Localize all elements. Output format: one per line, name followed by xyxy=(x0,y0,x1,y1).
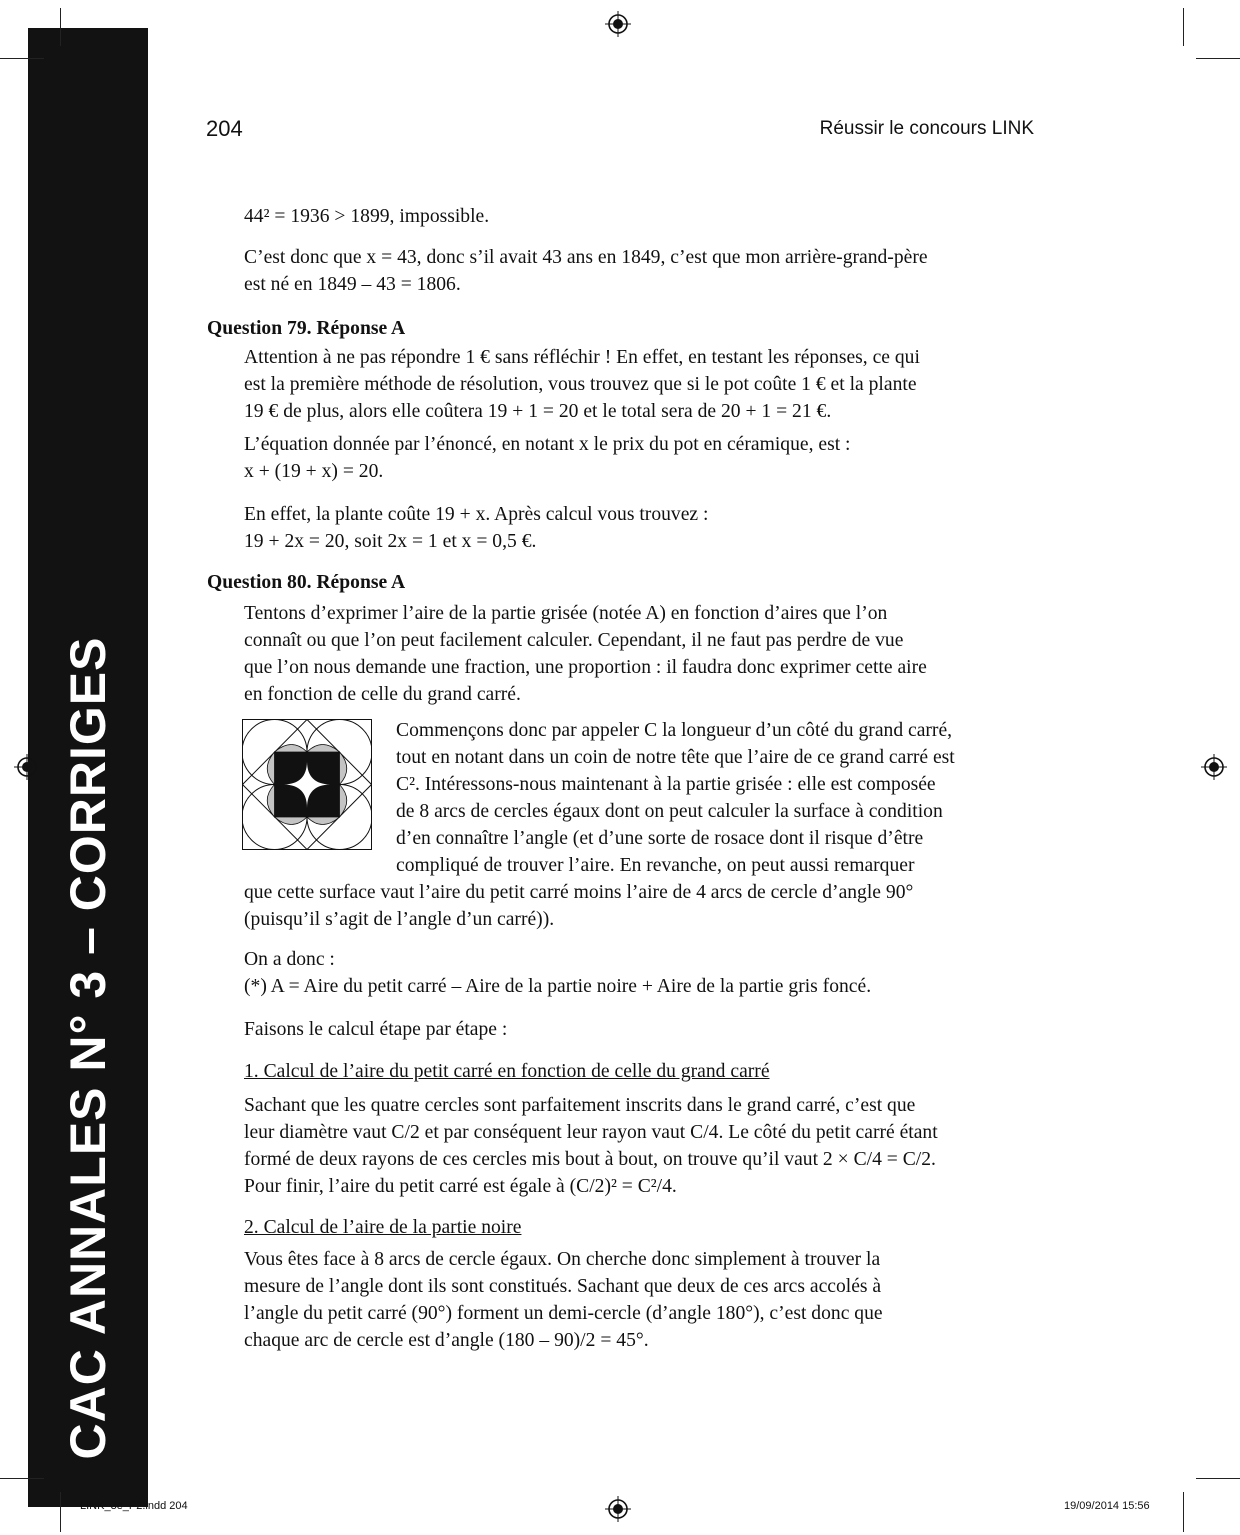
q80-wrapped-continuation xyxy=(244,879,1033,933)
running-head: Réussir le concours LINK xyxy=(819,118,1034,139)
page-number: 204 xyxy=(206,116,243,141)
text-line: formé de deux rayons de ces cercles mis bout à bout, on trouve qu’il vaut 2 × C/4 = C/2. xyxy=(244,1149,936,1170)
crop-mark xyxy=(1183,1492,1184,1532)
text-line: mesure de l’angle dont ils sont constitués. Sachant que deux de ces arcs accolés à xyxy=(244,1276,882,1297)
registration-mark-icon xyxy=(1201,754,1227,780)
registration-mark-icon xyxy=(605,11,631,37)
text-line: connaît ou que l’on peut facilement calculer. Cependant, il ne faut pas perdre de vue xyxy=(244,630,904,651)
text-line: En effet, la plante coûte 19 + x. Après calcul vous trouvez : xyxy=(244,504,709,525)
crop-mark xyxy=(1196,58,1240,59)
text-line: est la première méthode de résolution, vous trouvez que si le pot coûte 1 € et la plante xyxy=(244,374,917,395)
text-line: C². Intéressons-nous maintenant à la partie grisée : elle est composée xyxy=(396,774,936,795)
text-line: que cette surface vaut l’aire du petit carré moins l’aire de 4 arcs de cercle d’angle 90° xyxy=(244,882,914,903)
section-1-paragraph xyxy=(244,1092,1033,1200)
side-band-title: CAC ANNALES N° 3 – CORRIGES xyxy=(60,636,116,1460)
text-line: 19 + 2x = 20, soit 2x = 1 et x = 0,5 €. xyxy=(244,531,537,552)
q80-wrapped-text xyxy=(396,717,1033,879)
section-2-title: 2. Calcul de l’aire de la partie noire xyxy=(244,1217,522,1238)
text-line: Vous êtes face à 8 arcs de cercle égaux. On cherche donc simplement à trouver la xyxy=(244,1249,881,1270)
text-line: compliqué de trouver l’aire. En revanche, on peut aussi remarquer xyxy=(396,855,915,876)
text-line: est né en 1849 – 43 = 1806. xyxy=(244,274,461,295)
q80-paragraph-1 xyxy=(244,600,1033,708)
intro-paragraph xyxy=(244,244,1033,298)
registration-mark-icon xyxy=(14,754,40,780)
text-line: Pour finir, l’aire du petit carré est égale à (C/2)² = C²/4. xyxy=(244,1176,677,1197)
question-79-heading: Question 79. Réponse A xyxy=(207,318,406,339)
crop-mark xyxy=(60,8,61,46)
question-80-heading: Question 80. Réponse A xyxy=(207,572,406,593)
registration-mark-icon xyxy=(605,1496,631,1522)
text-line: 19 € de plus, alors elle coûtera 19 + 1 = 20 et le total sera de 20 + 1 = 21 €. xyxy=(244,401,832,422)
crop-mark xyxy=(60,1492,61,1532)
section-1-title: 1. Calcul de l’aire du petit carré en fonction de celle du grand carré xyxy=(244,1061,770,1082)
slug-file: LINK_3e_P2.indd 204 xyxy=(80,1500,188,1512)
crop-mark xyxy=(0,58,44,59)
text-line: x + (19 + x) = 20. xyxy=(244,461,384,482)
q79-paragraph-1 xyxy=(244,344,1033,425)
slug-datetime: 19/09/2014 15:56 xyxy=(1064,1500,1150,1512)
q79-paragraph-2 xyxy=(244,431,1033,485)
text-line: en fonction de celle du grand carré. xyxy=(244,684,521,705)
crop-mark xyxy=(1196,1478,1240,1479)
text-line: d’en connaître l’angle (et d’une sorte de rosace dont il risque d’être xyxy=(396,828,924,849)
text-line: (*) A = Aire du petit carré – Aire de la partie noire + Aire de la partie gris foncé. xyxy=(244,976,872,997)
q79-paragraph-3 xyxy=(244,501,1033,555)
text-line: C’est donc que x = 43, donc s’il avait 43 ans en 1849, c’est que mon arrière-grand-père xyxy=(244,247,928,268)
q80-paragraph-3 xyxy=(244,946,1033,1000)
text-line: de 8 arcs de cercles égaux dont on peut calculer la surface à condition xyxy=(396,801,943,822)
text-line: l’angle du petit carré (90°) forment un demi-cercle (d’angle 180°), c’est donc que xyxy=(244,1303,883,1324)
text-line: chaque arc de cercle est d’angle (180 – 90)/2 = 45°. xyxy=(244,1330,649,1351)
text-line: tout en notant dans un coin de notre tête que l’aire de ce grand carré est xyxy=(396,747,955,768)
text-line: On a donc : xyxy=(244,949,335,970)
q80-paragraph-4: Faisons le calcul étape par étape : xyxy=(244,1019,508,1040)
text-line: L’équation donnée par l’énoncé, en notant x le prix du pot en céramique, est : xyxy=(244,434,851,455)
text-line: Attention à ne pas répondre 1 € sans réfléchir ! En effet, en testant les réponses, ce qui xyxy=(244,347,920,368)
text-line: Sachant que les quatre cercles sont parfaitement inscrits dans le grand carré, c’est que xyxy=(244,1095,916,1116)
crop-mark xyxy=(0,1478,44,1479)
crop-mark xyxy=(1183,8,1184,46)
text-line: leur diamètre vaut C/2 et par conséquent leur rayon vaut C/4. Le côté du petit carré étant xyxy=(244,1122,938,1143)
section-2-paragraph xyxy=(244,1246,1033,1354)
text-line: Tentons d’exprimer l’aire de la partie grisée (notée A) en fonction d’aires que l’on xyxy=(244,603,888,624)
text-line: Commençons donc par appeler C la longueur d’un côté du grand carré, xyxy=(396,720,953,741)
intro-line: 44² = 1936 > 1899, impossible. xyxy=(244,206,490,227)
square-circles-figure xyxy=(242,719,372,850)
text-line: (puisqu’il s’agit de l’angle d’un carré)). xyxy=(244,909,555,930)
text-line: que l’on nous demande une fraction, une proportion : il faudra donc exprimer cette aire xyxy=(244,657,927,678)
